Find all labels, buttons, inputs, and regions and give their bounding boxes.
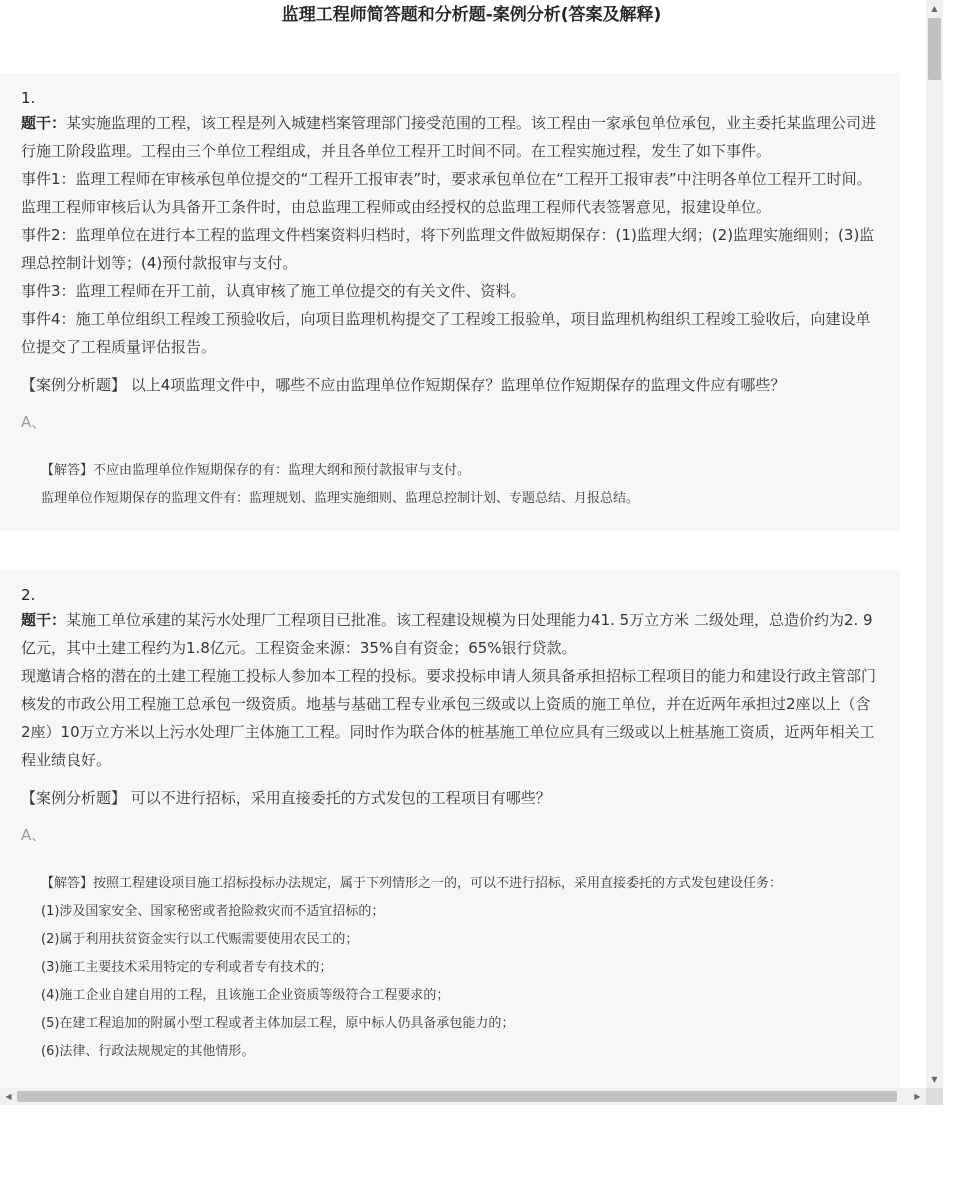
stem-paragraph: 现邀请合格的潜在的土建工程施工投标人参加本工程的投标。要求投标申请人须具备承担招标工程项目的能力和建设行政主管部门核发的市政公用工程施工总承包一级资质。地基与基础工程专业承包三级或以上资质的施工单位，并在近两年承担过2座以上（含2座）10万立方米以上污水处理厂主体施工工程。同时作为联合体的桩基施工单位应具有三级或以上桩基施工资质，近两年相关工程业绩良好。 — [21, 667, 877, 769]
answer-line: (3)施工主要技术采用特定的专利或者专有技术的； — [41, 960, 333, 975]
answer-line: (1)涉及国家安全、国家秘密或者抢险救灾而不适宜招标的； — [41, 904, 385, 919]
scrollbar-corner — [926, 1088, 943, 1105]
answer-line: (5)在建工程追加的附属小型工程或者主体加层工程，原中标人仍具备承包能力的； — [41, 1016, 515, 1031]
answer-explanation — [41, 870, 880, 1066]
stem-paragraph: 事件2：监理单位在进行本工程的监理文件档案资料归档时，将下列监理文件做短期保存：(1)监理大纲；(2)监理实施细则；(3)监理总控制计划等；(4)预付款报审与支付。 — [21, 226, 875, 272]
page-title: 监理工程师简答题和分析题-案例分析(答案及解释) — [281, 5, 662, 25]
stem-label: 题干： — [21, 611, 67, 629]
answer-option-a[interactable]: A、 — [21, 413, 47, 431]
case-question: 【案例分析题】 可以不进行招标，采用直接委托的方式发包的工程项目有哪些？ — [21, 789, 551, 807]
stem-paragraph: 事件1：监理工程师在审核承包单位提交的“工程开工报审表”时，要求承包单位在“工程开工报审表”中注明各单位工程开工时间。监理工程师审核后认为具备开工条件时，由总监理工程师或由经授权的总监理工程师代表签署意见，报建设单位。 — [21, 170, 872, 216]
stem-paragraph: 事件4：施工单位组织工程竣工预验收后，向项目监理机构提交了工程竣工报验单，项目监理机构组织工程竣工验收后，向建设单位提交了工程质量评估报告。 — [21, 310, 871, 356]
stem-paragraph: 题干：某实施监理的工程，该工程是列入城建档案管理部门接受范围的工程。该工程由一家承包单位承包，业主委托某监理公司进行施工阶段监理。工程由三个单位工程组成，并且各单位工程开工时间不同。在工程实施过程，发生了如下事件。 — [21, 114, 877, 160]
answer-line: (4)施工企业自建自用的工程，且该施工企业资质等级符合工程要求的； — [41, 988, 450, 1003]
scroll-right-icon[interactable]: ▶ — [914, 1092, 921, 1101]
vertical-scroll-thumb[interactable] — [928, 18, 941, 80]
scroll-up-icon[interactable]: ▲ — [931, 4, 938, 13]
scroll-left-icon[interactable]: ◀ — [5, 1092, 12, 1101]
question-stem — [21, 606, 880, 774]
answer-line: (2)属于利用扶贫资金实行以工代赈需要使用农民工的； — [41, 932, 359, 947]
question-number: 1. — [21, 89, 36, 107]
vertical-scrollbar[interactable] — [926, 0, 943, 1088]
answer-option-a[interactable]: A、 — [21, 826, 47, 844]
question-stem — [21, 109, 880, 361]
answer-line: (6)法律、行政法规规定的其他情形。 — [41, 1044, 255, 1059]
question-card-2 — [0, 570, 900, 1088]
stem-paragraph: 事件3：监理工程师在开工前，认真审核了施工单位提交的有关文件、资料。 — [21, 282, 526, 300]
answer-explanation — [41, 457, 880, 513]
stem-label: 题干： — [21, 114, 67, 132]
case-question: 【案例分析题】 以上4项监理文件中，哪些不应由监理单位作短期保存？监理单位作短期保存的监理文件应有哪些？ — [21, 376, 786, 394]
horizontal-scroll-thumb[interactable] — [17, 1091, 897, 1102]
question-card-1 — [0, 73, 900, 531]
scroll-down-icon[interactable]: ▼ — [931, 1075, 938, 1084]
answer-line: 【解答】不应由监理单位作短期保存的有：监理大纲和预付款报审与支付。 — [41, 463, 471, 478]
horizontal-scrollbar[interactable] — [0, 1088, 926, 1105]
question-number: 2. — [21, 586, 36, 604]
answer-line: 监理单位作短期保存的监理文件有：监理规划、监理实施细则、监理总控制计划、专题总结、月报总结。 — [41, 491, 640, 506]
stem-paragraph: 题干：某施工单位承建的某污水处理厂工程项目已批准。该工程建设规模为日处理能力41. 5万立方米 二级处理，总造价约为2. 9亿元，其中土建工程约为1.8亿元。工程资金来源：35%自有资金；65%银行贷款。 — [21, 611, 873, 657]
answer-line: 【解答】按照工程建设项目施工招标投标办法规定，属于下列情形之一的，可以不进行招标，采用直接委托的方式发包建设任务： — [41, 876, 783, 891]
